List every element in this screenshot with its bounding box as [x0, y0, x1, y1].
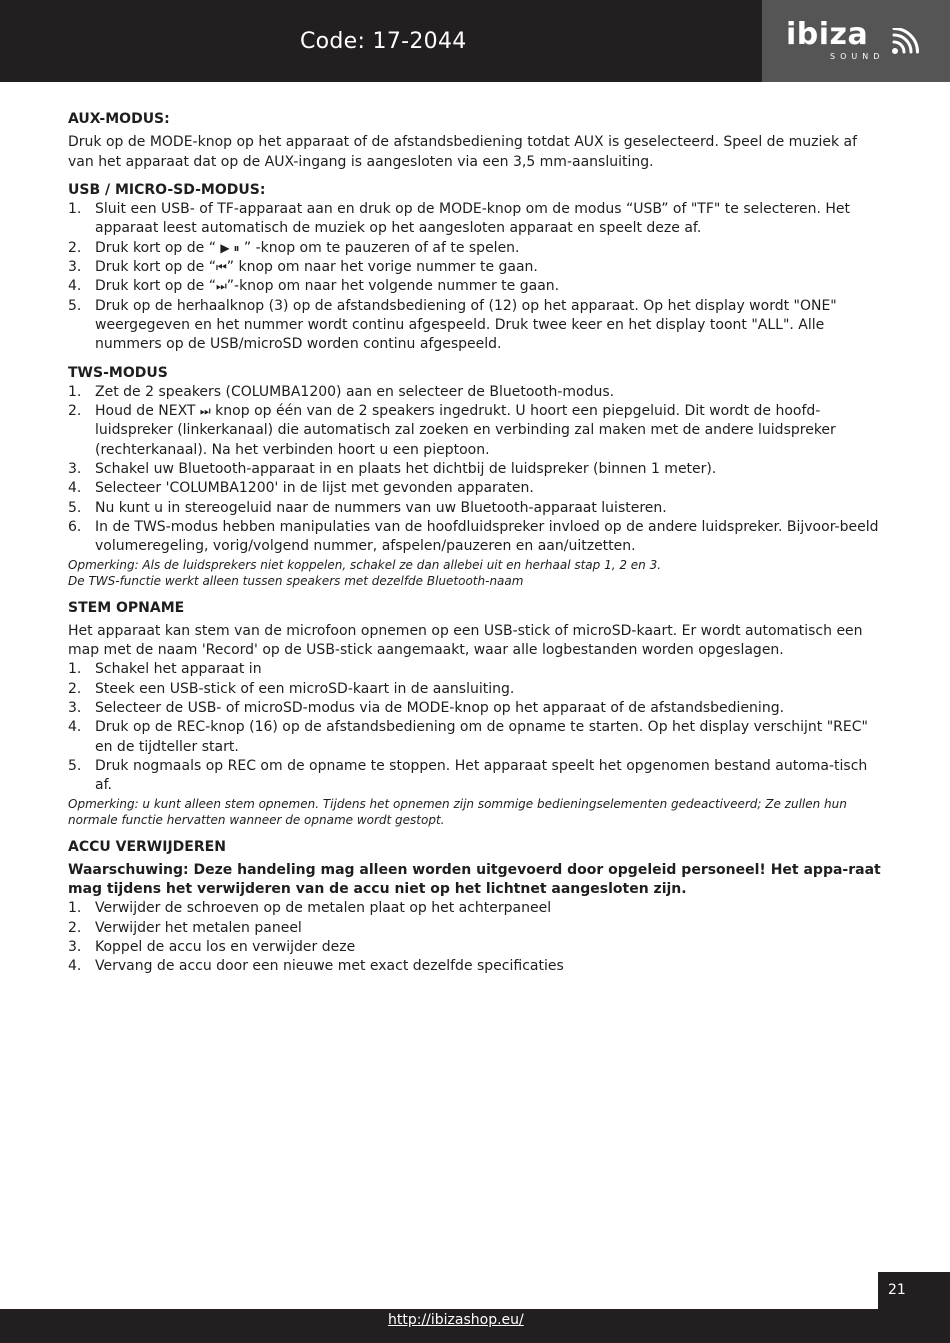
page-header: [0, 0, 950, 82]
sound-waves-icon: [890, 28, 924, 62]
list-item: 4. Druk op de REC-knop (16) op de afstandsbediening om de opname te starten. Op het display verschijnt "REC" en de tijdteller start.: [68, 719, 868, 755]
accu-heading: ACCU VERWIJDEREN: [68, 838, 226, 855]
logo-subtitle: SOUND: [830, 52, 885, 61]
list-item: 2. Druk kort op de “ ▶ ⏸ ” -knop om te pauzeren of af te spelen.: [68, 239, 520, 256]
list-item: 3. Koppel de accu los en verwijder deze: [68, 938, 356, 955]
tws-note: De TWS-functie werkt alleen tussen speakers met dezelfde Bluetooth-naam: [68, 574, 524, 589]
stem-paragraph: Het apparaat kan stem van de microfoon opnemen op een USB-stick of microSD-kaart. Er wordt automatisch een map met de naam 'Record' op de USB-stick aangemaakt, waar alle logbestanden worden opgeslagen.: [68, 622, 863, 659]
product-code: Code: 17-2044: [300, 29, 467, 54]
page-number: 21: [888, 1282, 906, 1298]
list-item: 5. Druk op de herhaalknop (3) op de afstandsbediening of (12) op het apparaat. Op het display wordt "ONE" weergegeven en het nummer wordt continu afgespeeld. Druk twee keer en het display toont "ALL". Alle nummers op de USB/microSD worden continu afgespeeld.: [68, 297, 837, 353]
brand-logo: [762, 0, 950, 82]
aux-heading: AUX-MODUS:: [68, 111, 170, 127]
list-item: 3. Schakel uw Bluetooth-apparaat in en plaats het dichtbij de luidspreker (binnen 1 meter).: [68, 461, 717, 478]
tws-heading: TWS-MODUS: [68, 364, 168, 381]
list-item: 4. Vervang de accu door een nieuwe met exact dezelfde specificaties: [68, 958, 564, 975]
play-pause-icon: ▶ ⏸: [220, 240, 240, 255]
logo-word: ibiza: [786, 17, 869, 52]
page-number-box: [878, 1272, 950, 1343]
list-item: 5. Nu kunt u in stereogeluid naar de nummers van uw Bluetooth-apparaat luisteren.: [68, 499, 667, 516]
stem-note: Opmerking: u kunt alleen stem opnemen. Tijdens het opnemen zijn sommige bedieningselementen gedeactiveerd; Ze zullen hun normale functie hervatten wanneer de opname wordt gestopt.: [68, 796, 847, 827]
list-item: 1. Verwijder de schroeven op de metalen plaat op het achterpaneel: [68, 900, 552, 917]
aux-paragraph: Druk op de MODE-knop op het apparaat of de afstandsbediening totdat AUX is geselecteerd. Speel de muziek af van het apparaat dat op de AUX-ingang is aangesloten via een 3,5 mm-aansluiting.: [68, 134, 858, 170]
list-item: 1. Sluit een USB- of TF-apparaat aan en druk op de MODE-knop om de modus “USB” of "TF" te selecteren. Het apparaat leest automatisch de muziek op het aangesloten apparaat en speelt deze af.: [68, 201, 851, 237]
list-item: 3. Selecteer de USB- of microSD-modus via de MODE-knop op het apparaat of de afstandsbediening.: [68, 700, 785, 717]
page-footer: [0, 1309, 878, 1343]
website-link[interactable]: http://ibizashop.eu/: [388, 1312, 524, 1328]
previous-track-icon: ⏮: [215, 260, 227, 275]
stem-heading: STEM OPNAME: [68, 599, 185, 616]
list-item: 3. Druk kort op de “⏮” knop om naar het vorige nummer te gaan.: [68, 259, 538, 276]
next-track-icon: ⏭: [215, 279, 227, 294]
manual-content: [68, 110, 883, 977]
usb-heading: USB / MICRO-SD-MODUS:: [68, 181, 266, 198]
list-item: 5. Druk nogmaals op REC om de opname te stoppen. Het apparaat speelt het opgenomen bestand automa-tisch af.: [68, 757, 868, 794]
list-item: 2. Houd de NEXT ⏭ knop op één van de 2 speakers ingedrukt. U hoort een piepgeluid. Dit wordt de hoofd-luidspreker (linkerkanaal) die automatisch zal zoeken en verbinding zal maken met de andere luidspreker (rechterkanaal). Na het verbinden hoort u een pieptoon.: [68, 403, 836, 458]
list-item: 6. In de TWS-modus hebben manipulaties van de hoofdluidspreker invloed op de andere luidspreker. Bijvoor-beeld volumeregeling, vorig/volgend nummer, afspelen/pauzeren en aan/uitzetten.: [68, 518, 879, 555]
accu-warning: Waarschuwing: Deze handeling mag alleen worden uitgevoerd door opgeleid personeel! Het appa-raat mag tijdens het verwijderen van de accu niet op het lichtnet aangesloten zijn.: [68, 861, 881, 898]
list-item: 2. Verwijder het metalen paneel: [68, 919, 302, 936]
tws-note: Opmerking: Als de luidsprekers niet koppelen, schakel ze dan allebei uit en herhaal stap 1, 2 en 3.: [68, 557, 662, 572]
list-item: 1. Schakel het apparaat in: [68, 661, 262, 678]
list-item: 4. Selecteer 'COLUMBA1200' in de lijst met gevonden apparaten.: [68, 480, 534, 497]
list-item: 4. Druk kort op de “⏭”-knop om naar het volgende nummer te gaan.: [68, 278, 560, 295]
list-item: 2. Steek een USB-stick of een microSD-kaart in de aansluiting.: [68, 680, 515, 697]
next-track-icon: ⏭: [199, 404, 211, 419]
list-item: 1. Zet de 2 speakers (COLUMBA1200) aan en selecteer de Bluetooth-modus.: [68, 383, 615, 400]
